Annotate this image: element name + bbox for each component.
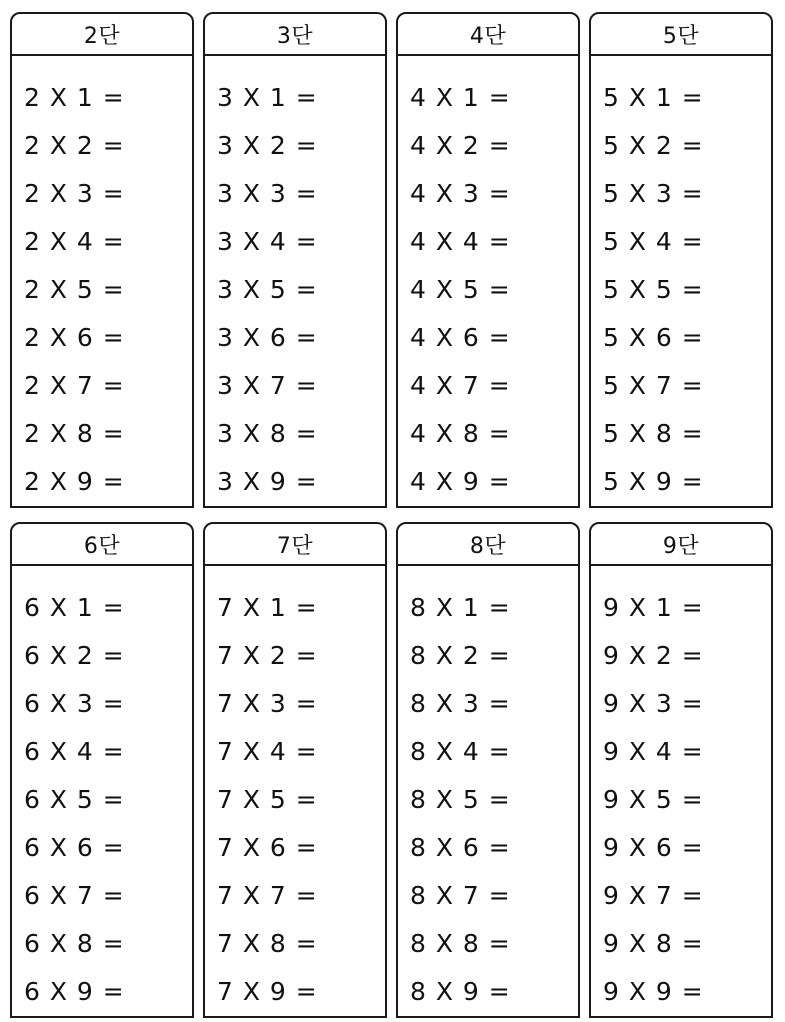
problem-row: 7 X 8 =: [217, 929, 318, 958]
problem-row: 7 X 7 =: [217, 881, 318, 910]
problem-row: 3 X 2 =: [217, 131, 318, 160]
times-table-8: [396, 522, 580, 1018]
problem-row: 4 X 5 =: [410, 275, 511, 304]
table-header: 9단: [591, 524, 771, 566]
problem-row: 7 X 9 =: [217, 977, 318, 1006]
problem-row: 3 X 6 =: [217, 323, 318, 352]
problem-row: 6 X 2 =: [24, 641, 125, 670]
problem-row: 2 X 4 =: [24, 227, 125, 256]
problem-row: 2 X 3 =: [24, 179, 125, 208]
problem-row: 3 X 8 =: [217, 419, 318, 448]
problem-row: 3 X 1 =: [217, 83, 318, 112]
problem-row: 6 X 8 =: [24, 929, 125, 958]
problem-row: 6 X 9 =: [24, 977, 125, 1006]
problem-row: 3 X 9 =: [217, 467, 318, 496]
problem-row: 5 X 5 =: [603, 275, 704, 304]
problem-row: 5 X 1 =: [603, 83, 704, 112]
problem-row: 4 X 3 =: [410, 179, 511, 208]
problem-row: 4 X 9 =: [410, 467, 511, 496]
problem-row: 2 X 6 =: [24, 323, 125, 352]
table-body: [12, 56, 192, 506]
problem-row: 6 X 5 =: [24, 785, 125, 814]
times-table-6: [10, 522, 194, 1018]
table-body: [591, 56, 771, 506]
problem-row: 5 X 2 =: [603, 131, 704, 160]
problem-row: 2 X 9 =: [24, 467, 125, 496]
problem-row: 8 X 5 =: [410, 785, 511, 814]
problem-row: 6 X 1 =: [24, 593, 125, 622]
times-table-5: [589, 12, 773, 508]
table-header: 7단: [205, 524, 385, 566]
table-body: [398, 566, 578, 1016]
problem-row: 8 X 3 =: [410, 689, 511, 718]
problem-row: 8 X 4 =: [410, 737, 511, 766]
problem-row: 3 X 5 =: [217, 275, 318, 304]
times-table-2: [10, 12, 194, 508]
problem-row: 2 X 2 =: [24, 131, 125, 160]
times-table-4: [396, 12, 580, 508]
times-table-7: [203, 522, 387, 1018]
times-table-3: [203, 12, 387, 508]
table-header: 6단: [12, 524, 192, 566]
table-header: 3단: [205, 14, 385, 56]
problem-row: 4 X 6 =: [410, 323, 511, 352]
table-header: 8단: [398, 524, 578, 566]
table-body: [398, 56, 578, 506]
problem-row: 8 X 7 =: [410, 881, 511, 910]
problem-row: 7 X 1 =: [217, 593, 318, 622]
problem-row: 4 X 7 =: [410, 371, 511, 400]
problem-row: 3 X 4 =: [217, 227, 318, 256]
problem-row: 8 X 9 =: [410, 977, 511, 1006]
table-header: 4단: [398, 14, 578, 56]
problem-row: 9 X 1 =: [603, 593, 704, 622]
problem-row: 9 X 6 =: [603, 833, 704, 862]
problem-row: 9 X 4 =: [603, 737, 704, 766]
table-body: [205, 566, 385, 1016]
problem-row: 5 X 8 =: [603, 419, 704, 448]
problem-row: 7 X 3 =: [217, 689, 318, 718]
table-body: [591, 566, 771, 1016]
problem-row: 9 X 5 =: [603, 785, 704, 814]
problem-row: 4 X 8 =: [410, 419, 511, 448]
problem-row: 7 X 2 =: [217, 641, 318, 670]
problem-row: 4 X 2 =: [410, 131, 511, 160]
problem-row: 7 X 4 =: [217, 737, 318, 766]
table-header: 2단: [12, 14, 192, 56]
problem-row: 5 X 7 =: [603, 371, 704, 400]
problem-row: 6 X 6 =: [24, 833, 125, 862]
problem-row: 5 X 4 =: [603, 227, 704, 256]
problem-row: 9 X 2 =: [603, 641, 704, 670]
problem-row: 8 X 8 =: [410, 929, 511, 958]
table-header: 5단: [591, 14, 771, 56]
table-body: [205, 56, 385, 506]
problem-row: 2 X 1 =: [24, 83, 125, 112]
problem-row: 2 X 5 =: [24, 275, 125, 304]
problem-row: 7 X 5 =: [217, 785, 318, 814]
problem-row: 9 X 9 =: [603, 977, 704, 1006]
problem-row: 4 X 1 =: [410, 83, 511, 112]
problem-row: 8 X 6 =: [410, 833, 511, 862]
problem-row: 8 X 1 =: [410, 593, 511, 622]
problem-row: 5 X 9 =: [603, 467, 704, 496]
problem-row: 5 X 6 =: [603, 323, 704, 352]
problem-row: 6 X 4 =: [24, 737, 125, 766]
problem-row: 8 X 2 =: [410, 641, 511, 670]
problem-row: 9 X 8 =: [603, 929, 704, 958]
problem-row: 7 X 6 =: [217, 833, 318, 862]
problem-row: 2 X 7 =: [24, 371, 125, 400]
times-table-9: [589, 522, 773, 1018]
table-body: [12, 566, 192, 1016]
problem-row: 2 X 8 =: [24, 419, 125, 448]
problem-row: 3 X 7 =: [217, 371, 318, 400]
problem-row: 9 X 7 =: [603, 881, 704, 910]
problem-row: 4 X 4 =: [410, 227, 511, 256]
problem-row: 6 X 3 =: [24, 689, 125, 718]
problem-row: 5 X 3 =: [603, 179, 704, 208]
problem-row: 9 X 3 =: [603, 689, 704, 718]
problem-row: 6 X 7 =: [24, 881, 125, 910]
problem-row: 3 X 3 =: [217, 179, 318, 208]
